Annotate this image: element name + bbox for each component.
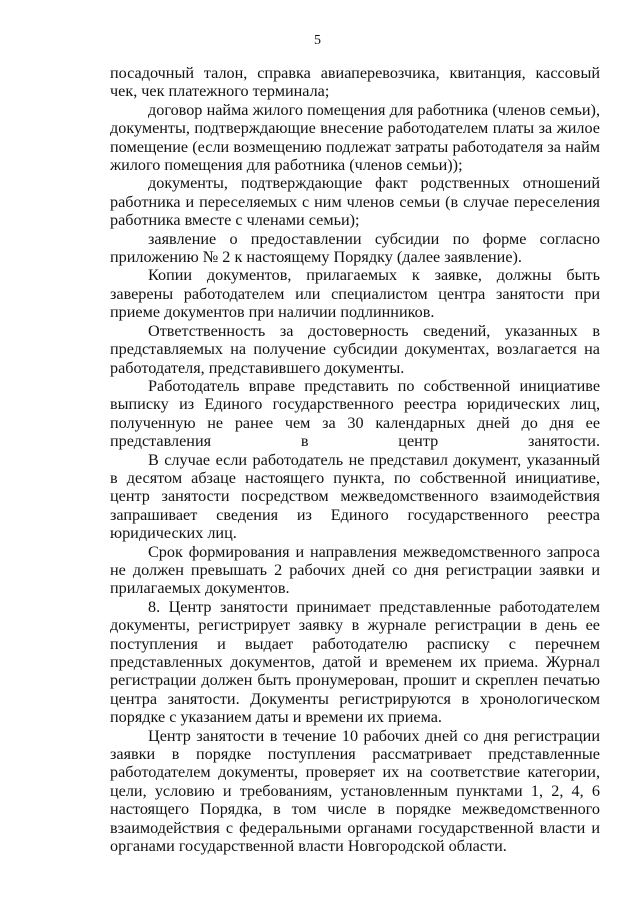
paragraph: заявление о предоставлении субсидии по форме согласно приложению № 2 к настоящему Порядку (далее заявление). — [110, 229, 600, 267]
paragraph: Ответственность за достоверность сведений, указанных в представляемых на получение субсидии документах, возлагается на работодателя, представившего документы. — [110, 321, 600, 377]
paragraph: посадочный талон, справка авиаперевозчика, квитанция, кассовый чек, чек платежного терминала; — [110, 64, 600, 101]
paragraph: договор найма жилого помещения для работника (членов семьи), документы, подтверждающие внесение работодателем платы за жилое помещение (если возмещению подлежат затраты работодателя за найм жилого помещения для работника (членов семьи)); — [110, 100, 600, 175]
paragraph: 8. Центр занятости принимает представленные работодателем документы, регистрирует заявку в журнале регистрации в день ее поступления и выдает работодателю расписку с перечнем представленных документов, датой и временем их приема. Журнал регистрации должен быть пронумерован, прошит и скреплен печатью центра занятости. Документы регистрируются в хронологическом порядке с указанием даты и времени их приема. — [110, 597, 600, 727]
paragraph: Центр занятости в течение 10 рабочих дней со дня регистрации заявки в порядке поступления рассматривает представленные работодателем документы, проверяет их на соответствие категории, цели, условию и требованиям, установленным пунктами 1, 2, 4, 6 настоящего Порядка, в том числе в порядке межведомственного взаимодействия с федеральными органами государственной власти и органами государственной власти Новгородской области. — [110, 726, 600, 856]
paragraph: Работодатель вправе представить по собственной инициативе выписку из Единого государственного реестра юридических лиц, полученную не ранее чем за 30 календарных дней до дня ее представления в центр занятости. — [110, 376, 600, 451]
paragraph: Копии документов, прилагаемых к заявке, должны быть заверены работодателем или специалистом центра занятости при приеме документов при наличии подлинников. — [110, 266, 600, 322]
page-number: 5 — [314, 33, 321, 48]
document-body — [110, 64, 600, 855]
paragraph: Срок формирования и направления межведомственного запроса не должен превышать 2 рабочих дней со дня регистрации заявки и прилагаемых документов. — [110, 542, 600, 598]
paragraph: документы, подтверждающие факт родственных отношений работника и переселяемых с ним членов семьи (в случае переселения работника вместе с членами семьи); — [110, 174, 600, 230]
paragraph: В случае если работодатель не представил документ, указанный в десятом абзаце настоящего пункта, по собственной инициативе, центр занятости посредством межведомственного взаимодействия запрашивает сведения из Единого государственного реестра юридических лиц. — [110, 450, 600, 543]
